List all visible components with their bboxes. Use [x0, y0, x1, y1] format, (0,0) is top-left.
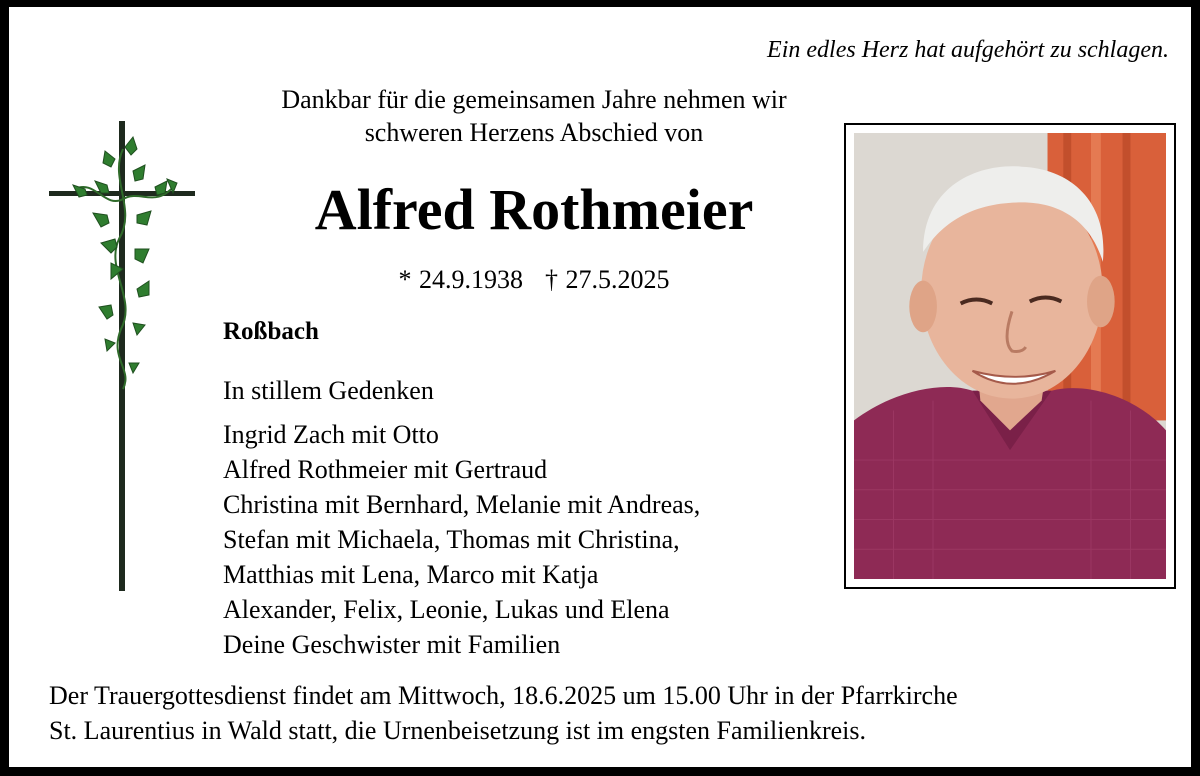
mourner-line: Alexander, Felix, Leonie, Lukas und Elena [223, 595, 670, 624]
portrait-frame [844, 123, 1176, 589]
mourner-line: Stefan mit Michaela, Thomas mit Christina, [223, 525, 680, 554]
intro-line: schweren Herzens Abschied von [364, 118, 704, 147]
mourner-line: Alfred Rothmeier mit Gertraud [223, 455, 548, 484]
service-line: Der Trauergottesdienst findet am Mittwoch, 18.6.2025 um 15.00 Uhr in der Pfarrkirche [49, 681, 958, 710]
service-line: St. Laurentius in Wald statt, die Urnenbeisetzung ist im engsten Familienkreis. [49, 716, 867, 745]
motto: Ein edles Herz hat aufgehört zu schlagen. [767, 37, 1169, 63]
cross-with-ivy-icon [45, 119, 201, 597]
deceased-name: Alfred Rothmeier [314, 177, 754, 242]
intro-line: Dankbar für die gemeinsamen Jahre nehmen wir [281, 85, 787, 114]
mourner-line: Christina mit Bernhard, Melanie mit Andreas, [223, 490, 701, 519]
mourners-list [223, 417, 700, 662]
mourner-line: Matthias mit Lena, Marco mit Katja [223, 560, 599, 589]
portrait-photo [854, 133, 1166, 579]
birth-date: * 24.9.1938 [398, 265, 523, 294]
intro-text [214, 83, 854, 149]
hometown: Roßbach [223, 318, 319, 345]
death-date: † 27.5.2025 [545, 265, 670, 294]
life-dates [214, 263, 854, 297]
service-info [49, 678, 958, 748]
mourner-line: Ingrid Zach mit Otto [223, 420, 439, 449]
memory-line: In stillem Gedenken [223, 376, 434, 405]
mourner-line: Deine Geschwister mit Familien [223, 630, 561, 659]
